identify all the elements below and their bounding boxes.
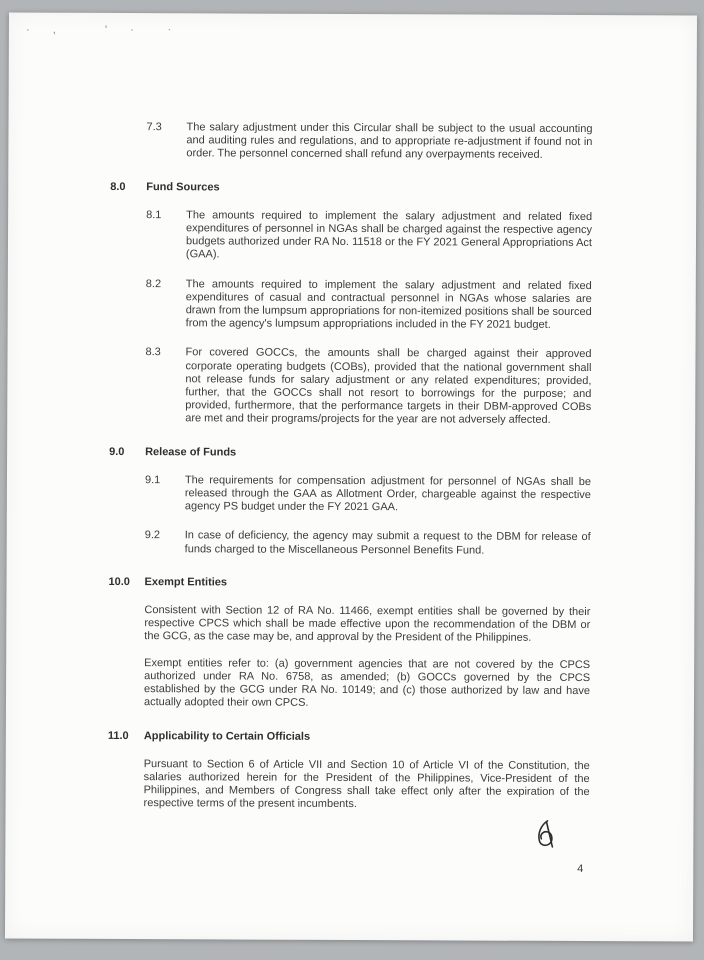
clause-8-3 — [145, 347, 591, 428]
section-number: 11.0 — [107, 729, 129, 742]
clause-text: The salary adjustment under this Circular shall be subject to the usual accounting and auditing rules and regulations, and to appropriate re-adjustment if found not in order. The personnel concerned shall refund any overpayments received. — [186, 121, 593, 162]
section-title: Release of Funds — [145, 445, 237, 459]
signature-row — [108, 815, 560, 817]
clause-7-3 — [146, 121, 592, 163]
pen-mark: ` — [168, 28, 173, 38]
clause-text: For covered GOCCs, the amounts shall be charged against their approved corporate operating budgets (COBs), provided that the national government shall not release funds for salary adjustment or any related expenditures; provided, further, that the GOCCs shall not resort to borrowings for the purpose; and provided, furthermore, that the performance targets in their DBM-approved COBs are met and their programs/projects for the year are not adversely affected. — [185, 346, 592, 427]
clause-number: 8.1 — [146, 208, 162, 221]
section-11 — [108, 729, 590, 817]
section-title: Exempt Entities — [144, 575, 228, 589]
clause-text: In case of deficiency, the agency may submit a request to the DBM for release of funds charged to the Miscellaneous Personnel Benefits Fund. — [184, 529, 591, 557]
clause-number: 8.2 — [145, 277, 162, 290]
section-paragraph: Consistent with Section 12 of RA No. 11466, exempt entities shall be governed by their respective CPCS which shall be made effective upon the recommendation of the DBM or the GCG, as the case may be, and approval by the President of the Philippines. — [144, 604, 591, 645]
section-title: Fund Sources — [146, 180, 220, 194]
section-number: 9.0 — [109, 445, 125, 458]
clause-text: The requirements for compensation adjustment for personnel of NGAs shall be released through the GAA as Allotment Order, chargeable against the respective agency PS budget under the FY 2021 GAA. — [184, 474, 591, 514]
section-10 — [108, 576, 591, 712]
section-heading — [110, 181, 592, 196]
handwritten-initial — [533, 817, 559, 849]
section-heading — [108, 576, 590, 591]
clause-number: 9.1 — [144, 473, 161, 487]
clause-9-1 — [145, 474, 591, 516]
clause-text: The amounts required to implement the salary adjustment and related fixed expenditures of personnel in NGAs shall be charged against the respective agency budgets authorized under RA No. 11518 or the FY 2021 General Appropriations Act (GAA). — [185, 209, 593, 261]
section-heading — [108, 729, 590, 744]
section-heading — [109, 446, 591, 461]
clause-8-1 — [146, 209, 592, 264]
section-8 — [109, 181, 592, 428]
section-title: Applicability to Certain Officials — [143, 729, 311, 743]
pen-mark: · , ' · — [26, 24, 144, 36]
clause-number: 8.3 — [145, 346, 161, 359]
clause-8-2 — [146, 278, 592, 333]
clause-9-2 — [145, 530, 591, 558]
section-9 — [109, 446, 591, 558]
section-number: 8.0 — [110, 180, 126, 193]
clause-number: 7.3 — [146, 121, 162, 134]
clause-number: 9.2 — [144, 529, 161, 542]
section-number: 10.0 — [108, 575, 130, 588]
document-page — [5, 12, 697, 941]
section-7 — [110, 121, 592, 163]
clause-text: The amounts required to implement the salary adjustment and related fixed expenditures of casual and contractual personnel in NGAs whose salaries are drawn from the lumpsum appropriations for non-itemized positions shall be sourced from the agency's lumpsum appropriations included in the FY 2021 budget. — [185, 277, 592, 332]
section-paragraph: Exempt entities refer to: (a) government agencies that are not covered by the CPCS authorized under RA No. 6758, as amended; (b) GOCCs governed by the CPCS established by the GCG under RA No. 10149; and (c) those authorized by law and have actually adopted their own CPCS. — [143, 656, 591, 710]
document-content — [107, 121, 592, 838]
page-number: 4 — [577, 862, 584, 876]
section-paragraph: Pursuant to Section 6 of Article VII and Section 10 of Article VI of the Constitution, the salaries authorized herein for the President of the Philippines, Vice-President of the Philippines, and Members of Congress shall take effect only after the expiration of the respective terms of the present incumbents. — [143, 757, 590, 811]
